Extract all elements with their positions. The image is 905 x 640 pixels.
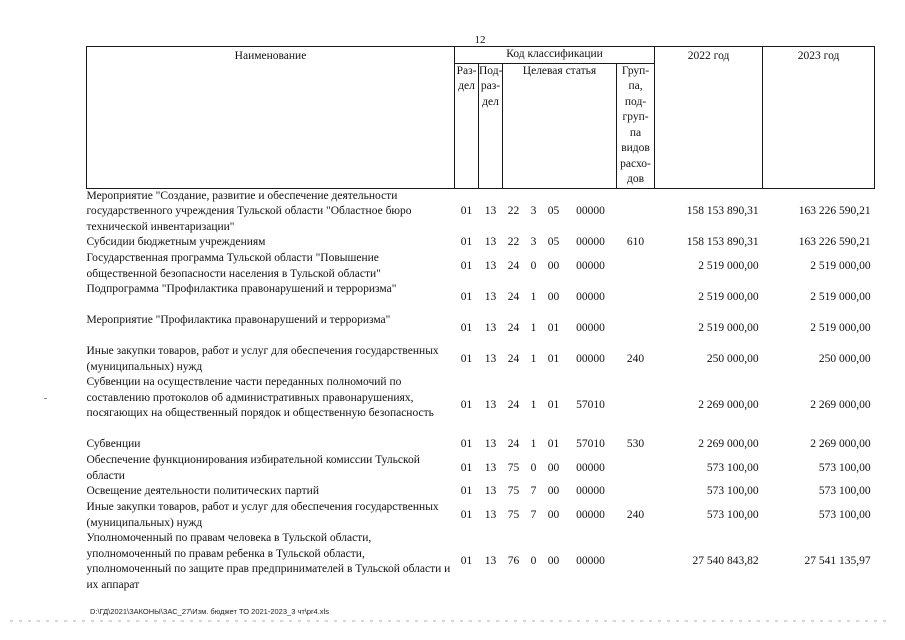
row-podrazdel: 13: [484, 236, 497, 249]
column-header-name: Наименование: [87, 47, 455, 189]
row-razdel: 01: [460, 555, 473, 568]
row-podrazdel: 13: [484, 290, 497, 303]
row-target-event: 01: [547, 399, 560, 412]
row-name: Субсидии бюджетным учреждениям: [86, 236, 266, 248]
table-row: [87, 188, 875, 235]
row-amount-2023: 27 541 135,97: [804, 555, 871, 568]
row-amount-2022: 2 519 000,00: [698, 290, 759, 303]
row-target-program: 75: [507, 485, 520, 498]
row-amount-2022: 573 100,00: [706, 461, 759, 474]
row-target-subprogram: 1: [530, 321, 537, 334]
row-amount-2022: 2 519 000,00: [698, 259, 759, 272]
page-number: 12: [474, 34, 486, 46]
row-amount-2022: 573 100,00: [706, 485, 759, 498]
table-row: [87, 375, 875, 437]
row-amount-2023: 2 519 000,00: [810, 321, 871, 334]
row-amount-2023: 2 269 000,00: [810, 438, 871, 451]
row-expense-group: [617, 531, 655, 593]
row-name: Государственная программа Тульской области "Повышение общественной безопасности населения в Тульской области": [86, 252, 381, 280]
row-razdel: 01: [460, 399, 473, 412]
row-amount-2023: 2 269 000,00: [810, 399, 871, 412]
row-target-program: 24: [507, 352, 520, 365]
scan-mark: [44, 398, 47, 399]
row-podrazdel: 13: [484, 399, 497, 412]
row-amount-2022: 27 540 843,82: [692, 555, 759, 568]
column-header-code-group: Код классификации: [455, 47, 655, 64]
table-row: [87, 235, 875, 251]
row-razdel: 01: [460, 290, 473, 303]
row-target-direction: 57010: [576, 399, 605, 412]
row-expense-group: 240: [626, 352, 645, 365]
row-target-direction: 00000: [576, 508, 605, 521]
row-target-direction: 00000: [576, 290, 605, 303]
row-target-program: 76: [507, 555, 520, 568]
row-target-subprogram: 0: [530, 259, 537, 272]
row-target-direction: 00000: [576, 352, 605, 365]
row-podrazdel: 13: [484, 321, 497, 334]
row-target-event: 01: [547, 352, 560, 365]
row-name: Уполномоченный по правам человека в Тульской области, уполномоченный по правам ребенка в Тульской области, уполномоченный по защите прав предпринимателей в Тульской области и их аппарат: [86, 532, 451, 591]
row-expense-group: [617, 375, 655, 437]
row-target-event: 00: [547, 461, 560, 474]
table-row: [87, 313, 875, 344]
row-expense-group: 240: [626, 508, 645, 521]
row-target-event: 05: [547, 236, 560, 249]
row-target-event: 01: [547, 438, 560, 451]
table-row: [87, 437, 875, 453]
row-target-subprogram: 0: [530, 555, 537, 568]
row-target-program: 24: [507, 321, 520, 334]
row-target-direction: 00000: [576, 485, 605, 498]
table-row: [87, 282, 875, 313]
row-target-subprogram: 7: [530, 508, 537, 521]
row-amount-2023: 2 519 000,00: [810, 290, 871, 303]
row-target-direction: 57010: [576, 438, 605, 451]
column-header-group: Груп- па, под- груп- па видов расхо- дов: [617, 63, 655, 188]
row-amount-2023: 573 100,00: [818, 485, 871, 498]
table-row: [87, 453, 875, 484]
row-name: Субвенции: [86, 438, 141, 450]
row-expense-group: 530: [626, 438, 645, 451]
row-target-subprogram: 3: [530, 205, 537, 217]
row-razdel: 01: [460, 259, 473, 272]
row-podrazdel: 13: [484, 555, 497, 568]
row-target-program: 75: [507, 461, 520, 474]
row-razdel: 01: [460, 508, 473, 521]
footer-file-path: D:\ГД\2021\ЗАКОНЫ\ЗАС_27\Изм. бюджет ТО 2021-2023_3 чт\pr4.xls: [90, 607, 329, 616]
row-razdel: 01: [460, 485, 473, 498]
row-target-subprogram: 1: [530, 352, 537, 365]
budget-table: [86, 46, 875, 593]
row-target-event: 00: [547, 290, 560, 303]
row-amount-2022: 158 153 890,31: [686, 236, 759, 249]
row-amount-2022: 573 100,00: [706, 508, 759, 521]
row-name: Субвенции на осуществление части переданных полномочий по составлению протоколов об административных правонарушениях, посягающих на общественный порядок и общественную безопасность: [86, 376, 434, 419]
row-expense-group: [617, 188, 655, 235]
row-amount-2023: 163 226 590,21: [798, 205, 871, 217]
column-header-razdel: Раз- дел: [455, 63, 479, 188]
row-target-program: 24: [507, 438, 520, 451]
row-podrazdel: 13: [484, 508, 497, 521]
row-target-subprogram: 1: [530, 438, 537, 451]
row-amount-2022: 2 269 000,00: [698, 438, 759, 451]
row-target-subprogram: 0: [530, 461, 537, 474]
row-podrazdel: 13: [484, 352, 497, 365]
row-target-event: 00: [547, 485, 560, 498]
row-name: Освещение деятельности политических партий: [86, 485, 319, 497]
row-target-program: 22: [507, 236, 520, 249]
row-razdel: 01: [460, 438, 473, 451]
table-row: [87, 484, 875, 500]
row-razdel: 01: [460, 236, 473, 249]
row-target-direction: 00000: [576, 321, 605, 334]
table-row: [87, 344, 875, 375]
row-target-program: 75: [507, 508, 520, 521]
row-amount-2022: 2 269 000,00: [698, 399, 759, 412]
row-expense-group: 610: [626, 236, 645, 249]
row-expense-group: [617, 251, 655, 282]
row-expense-group: [617, 313, 655, 344]
row-podrazdel: 13: [484, 485, 497, 498]
table-row: [87, 531, 875, 593]
row-razdel: 01: [460, 321, 473, 334]
row-target-program: 24: [507, 399, 520, 412]
row-amount-2023: 573 100,00: [818, 461, 871, 474]
row-name: Иные закупки товаров, работ и услуг для обеспечения государственных (муниципальных) нужд: [86, 345, 439, 373]
row-amount-2023: 2 519 000,00: [810, 259, 871, 272]
row-target-program: 22: [507, 205, 520, 217]
row-target-event: 00: [547, 555, 560, 568]
row-expense-group: [617, 484, 655, 500]
row-target-direction: 00000: [576, 259, 605, 272]
table-row: [87, 500, 875, 531]
row-name: Иные закупки товаров, работ и услуг для обеспечения государственных (муниципальных) нужд: [86, 501, 439, 529]
row-name: Обеспечение функционирования избирательной комиссии Тульской области: [86, 454, 420, 482]
row-target-subprogram: 3: [530, 236, 537, 249]
row-podrazdel: 13: [484, 259, 497, 272]
row-target-direction: 00000: [576, 205, 605, 217]
table-row: [87, 251, 875, 282]
table-body: [87, 188, 875, 593]
row-amount-2023: 163 226 590,21: [798, 236, 871, 249]
row-razdel: 01: [460, 352, 473, 365]
row-target-program: 24: [507, 259, 520, 272]
row-amount-2022: 2 519 000,00: [698, 321, 759, 334]
row-razdel: 01: [460, 205, 473, 217]
row-name: Подпрограмма "Профилактика правонарушений и терроризма": [86, 283, 397, 295]
row-amount-2022: 250 000,00: [706, 352, 759, 365]
row-target-subprogram: 1: [530, 290, 537, 303]
scan-artifact-line: [10, 620, 890, 622]
column-header-year-2022: 2022 год: [655, 47, 763, 189]
row-target-program: 24: [507, 290, 520, 303]
row-expense-group: [617, 282, 655, 313]
row-target-direction: 00000: [576, 236, 605, 249]
row-target-subprogram: 7: [530, 485, 537, 498]
row-target-event: 00: [547, 508, 560, 521]
column-header-podrazdel: Под- раз- дел: [479, 63, 503, 188]
column-header-year-2023: 2023 год: [763, 47, 875, 189]
row-target-direction: 00000: [576, 555, 605, 568]
row-amount-2022: 158 153 890,31: [686, 205, 759, 217]
row-target-event: 01: [547, 321, 560, 334]
row-amount-2023: 573 100,00: [818, 508, 871, 521]
row-podrazdel: 13: [484, 461, 497, 474]
row-target-direction: 00000: [576, 461, 605, 474]
row-target-subprogram: 1: [530, 399, 537, 412]
row-podrazdel: 13: [484, 438, 497, 451]
row-expense-group: [617, 453, 655, 484]
row-amount-2023: 250 000,00: [818, 352, 871, 365]
row-target-event: 05: [547, 205, 560, 217]
row-name: Мероприятие "Профилактика правонарушений и терроризма": [86, 314, 391, 326]
column-header-target-article: Целевая статья: [503, 63, 617, 188]
row-razdel: 01: [460, 461, 473, 474]
row-target-event: 00: [547, 259, 560, 272]
table-header: [87, 47, 875, 189]
row-podrazdel: 13: [484, 205, 497, 217]
row-name: Мероприятие "Создание, развитие и обеспечение деятельности государственного учреждения Тульской области "Областное бюро технической инвентаризации": [86, 189, 412, 233]
